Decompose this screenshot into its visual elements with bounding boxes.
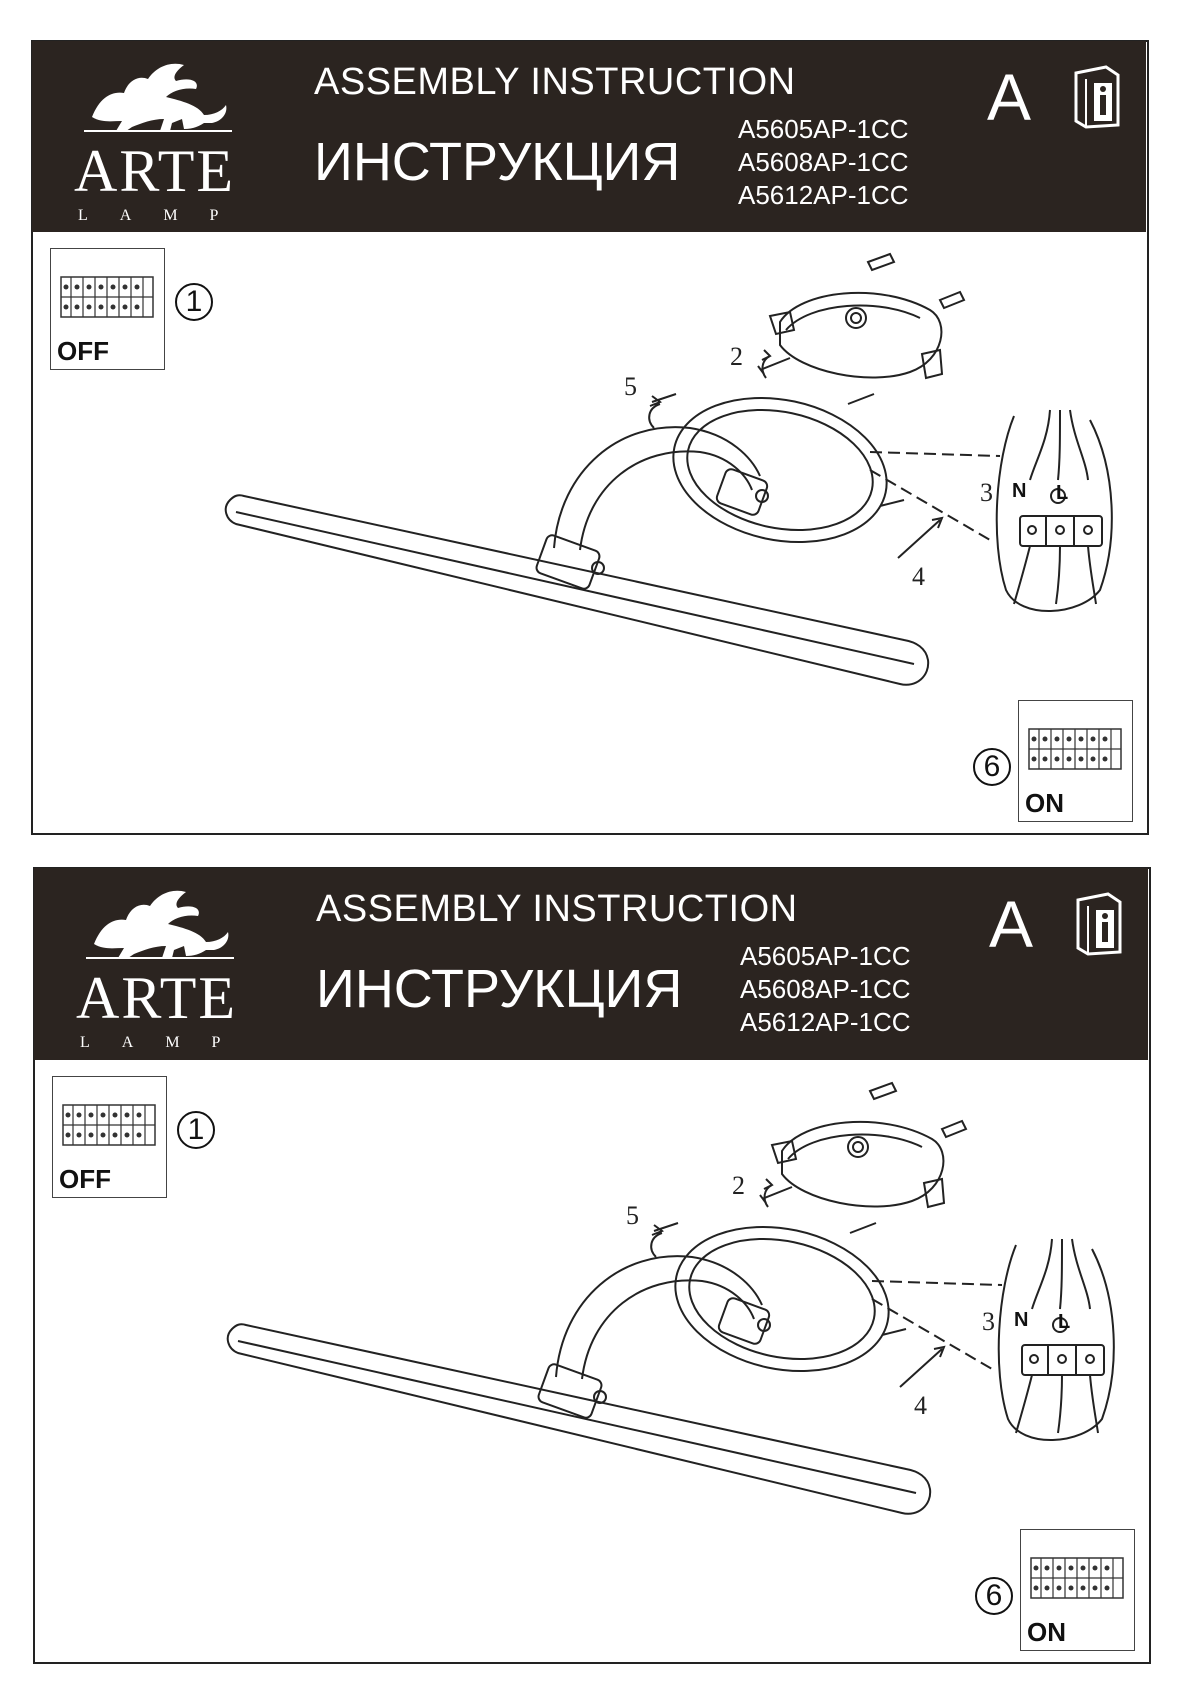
wall-plate bbox=[660, 379, 900, 561]
model-code: A5612AP-1CC bbox=[738, 180, 909, 210]
bracket-hole bbox=[846, 308, 866, 328]
step-4-number: 4 bbox=[914, 1391, 927, 1420]
light-bar bbox=[228, 1324, 930, 1514]
title-english: ASSEMBLY INSTRUCTION bbox=[316, 888, 798, 930]
light-bar bbox=[226, 495, 928, 685]
lamp-assembly-drawing bbox=[0, 837, 1190, 1678]
instruction-sheet-2 bbox=[0, 837, 1190, 1678]
step-3-number: 3 bbox=[982, 1307, 995, 1336]
brand-subtitle: LAMP bbox=[80, 1034, 253, 1051]
step-2-number: 2 bbox=[732, 1171, 745, 1200]
bracket-hole bbox=[848, 1137, 868, 1157]
wiring-detail bbox=[999, 1245, 1114, 1440]
wire-live-label: L bbox=[1058, 1311, 1071, 1333]
step-1-number: 1 bbox=[175, 283, 213, 321]
title-russian: ИНСТРУКЦИЯ bbox=[316, 959, 683, 1019]
step-off-label: OFF bbox=[59, 1164, 111, 1194]
wall-plug bbox=[868, 254, 894, 270]
model-code: A5608AP-1CC bbox=[740, 974, 911, 1004]
brand-name: ARTE bbox=[74, 138, 236, 204]
model-code: A5605AP-1CC bbox=[740, 941, 911, 971]
title-russian: ИНСТРУКЦИЯ bbox=[314, 132, 681, 192]
step-2-number: 2 bbox=[730, 342, 743, 371]
model-code: A5605AP-1CC bbox=[738, 114, 909, 144]
step-off-label: OFF bbox=[57, 336, 109, 366]
step-5-number: 5 bbox=[624, 372, 637, 401]
instruction-sheet-1 bbox=[0, 0, 1190, 841]
step-on-label: ON bbox=[1027, 1617, 1066, 1647]
step-6-number: 6 bbox=[973, 748, 1011, 786]
step-5-number: 5 bbox=[626, 1201, 639, 1230]
lamp-assembly-drawing bbox=[0, 0, 1190, 841]
wall-plate bbox=[662, 1208, 902, 1390]
wiring-detail bbox=[997, 416, 1112, 611]
step-on-label: ON bbox=[1025, 788, 1064, 818]
section-letter: A bbox=[987, 60, 1032, 134]
brand-subtitle: LAMP bbox=[78, 207, 251, 224]
step-6-number: 6 bbox=[975, 1577, 1013, 1615]
model-code: A5612AP-1CC bbox=[740, 1007, 911, 1037]
wire-neutral-label: N bbox=[1014, 1309, 1029, 1331]
wire-live-label: L bbox=[1056, 482, 1069, 504]
wire-neutral-label: N bbox=[1012, 480, 1027, 502]
section-letter: A bbox=[989, 887, 1034, 961]
model-code: A5608AP-1CC bbox=[738, 147, 909, 177]
step-4-number: 4 bbox=[912, 562, 925, 591]
title-english: ASSEMBLY INSTRUCTION bbox=[314, 61, 796, 103]
step-1-number: 1 bbox=[177, 1111, 215, 1149]
step-3-number: 3 bbox=[980, 478, 993, 507]
wall-plug bbox=[870, 1083, 896, 1099]
brand-name: ARTE bbox=[76, 965, 238, 1031]
